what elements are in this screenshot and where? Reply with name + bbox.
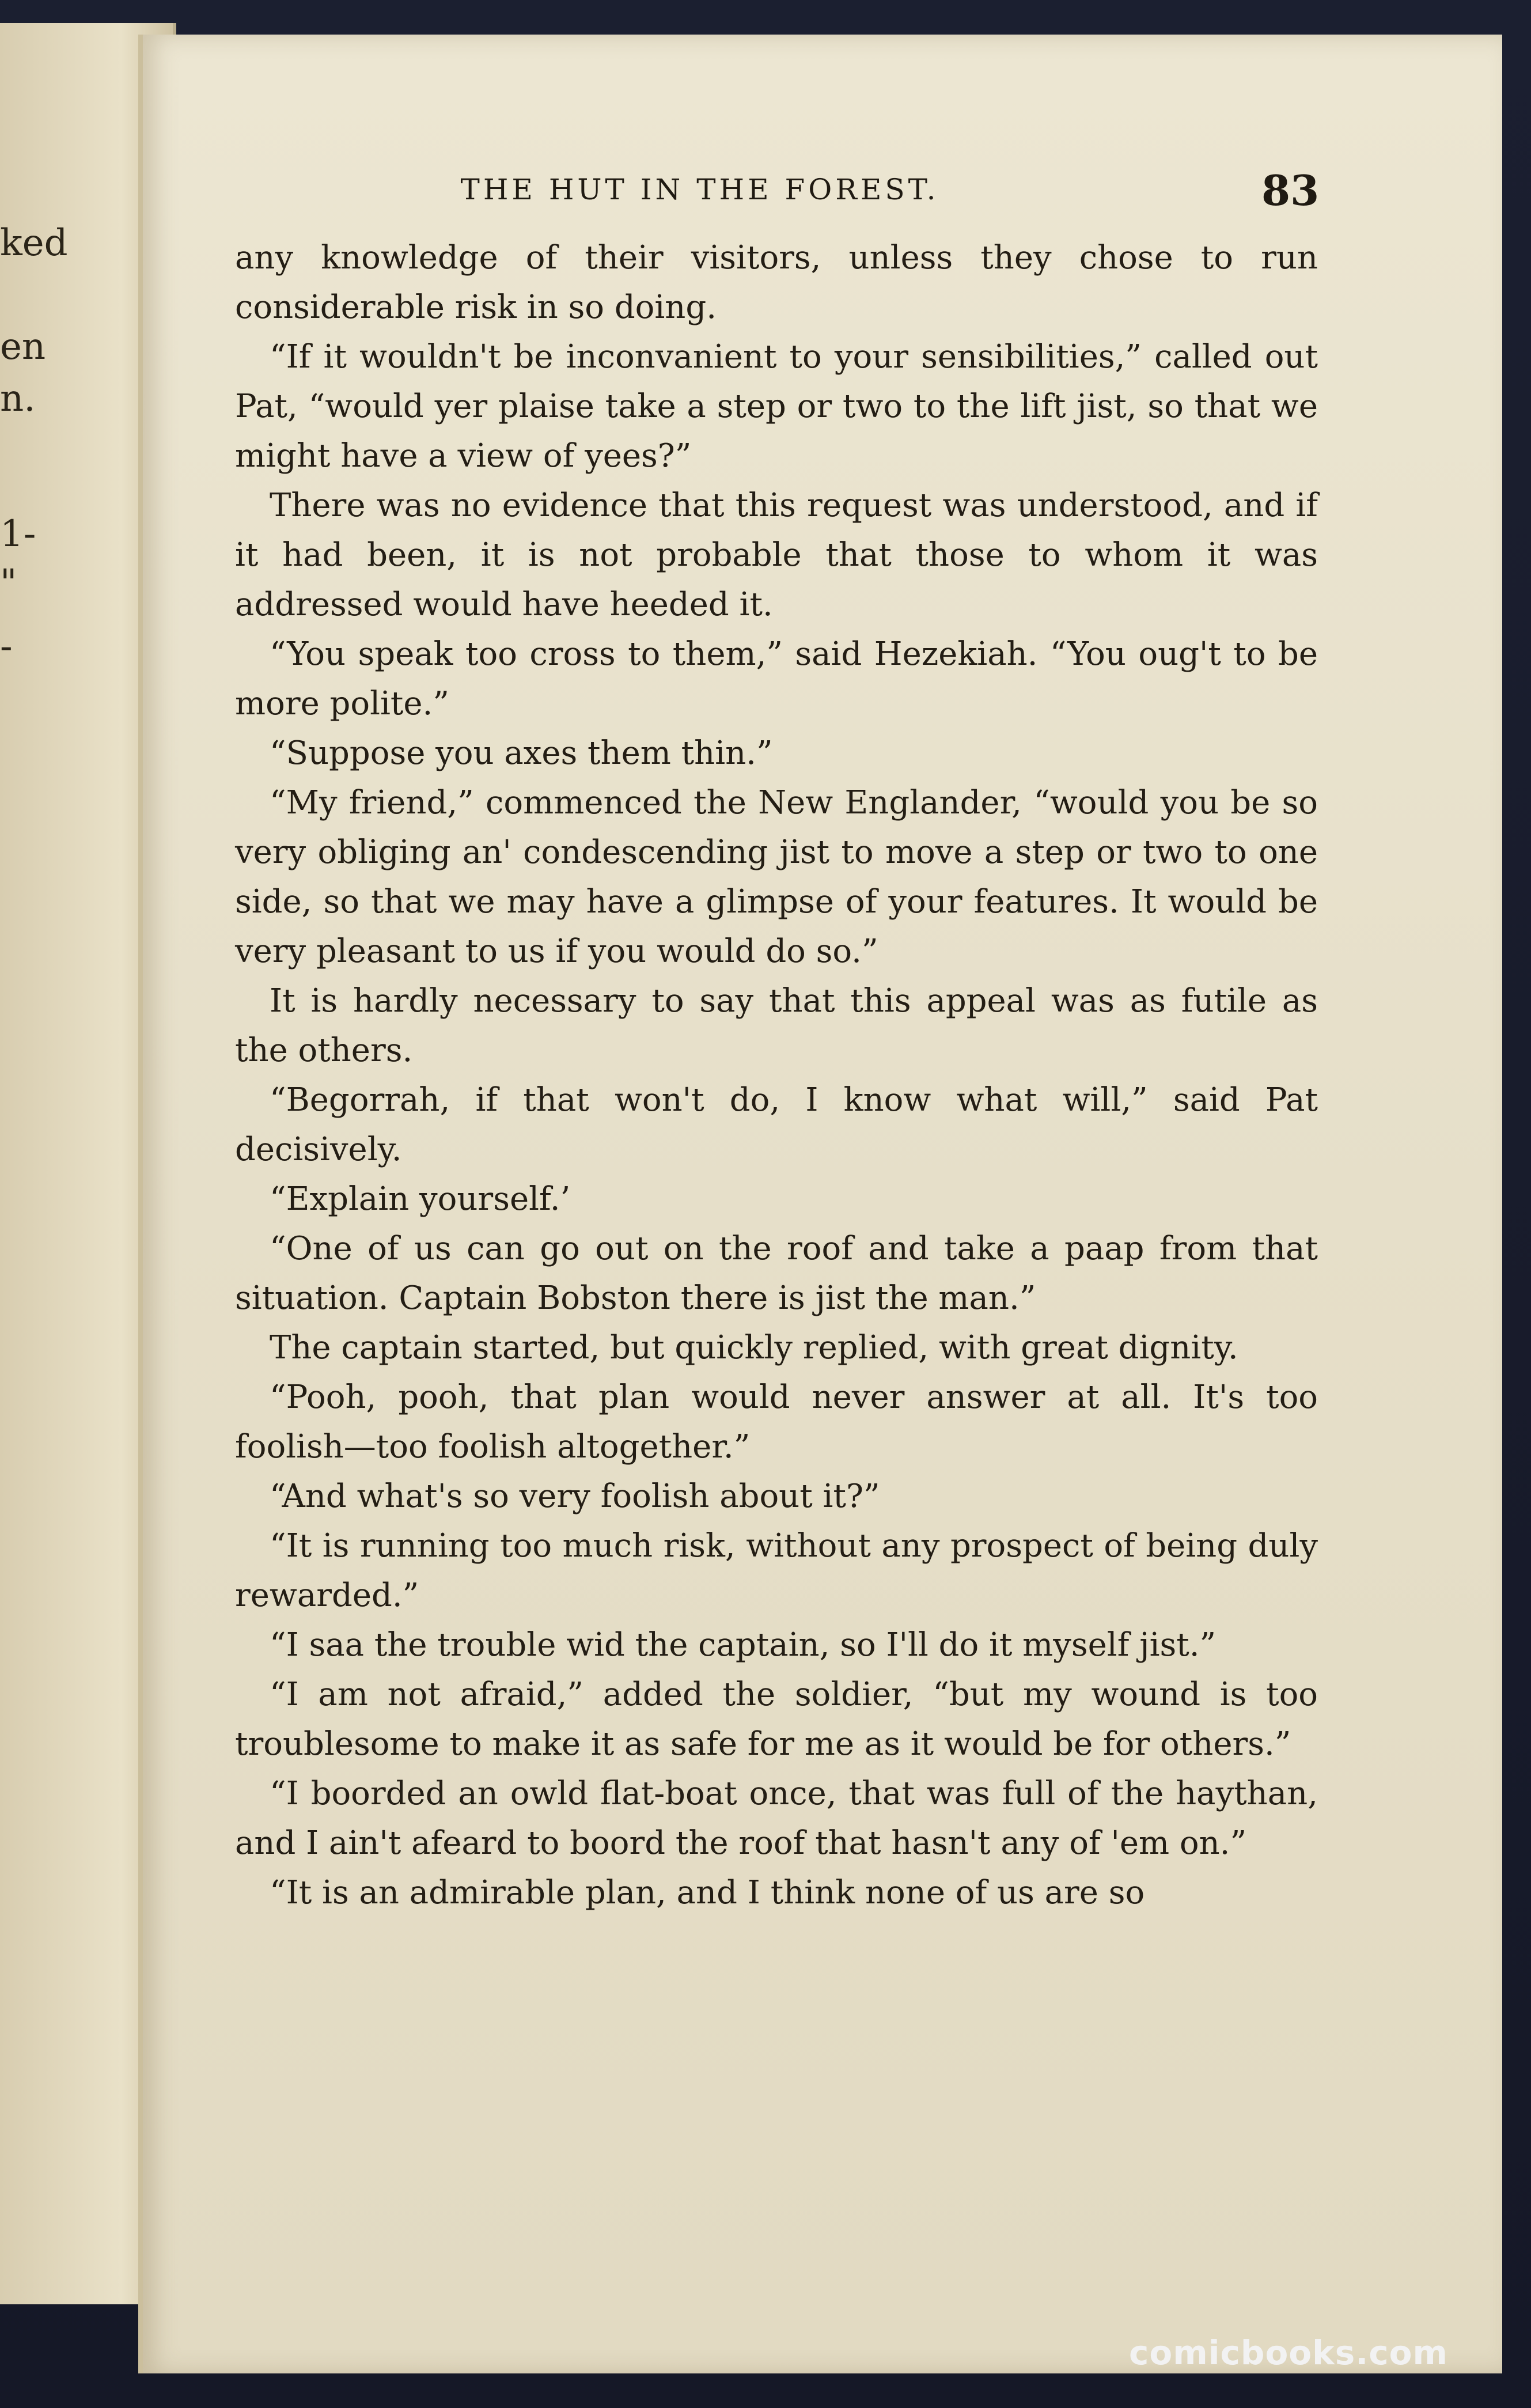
site-watermark: comicbooks.com (1129, 2333, 1448, 2372)
paragraph: “Pooh, pooh, that plan would never answer at all. It's too foolish—too foolish altogether.” (235, 1379, 1318, 1466)
paragraph: “Suppose you axes them thin.” (270, 734, 773, 772)
paragraph: “My friend,” commenced the New Englander, “would you be so very obliging an' condescending jist to move a step or two to one side, so that we may have a glimpse of your features. It would be very pleasant to us if you would do so.” (235, 784, 1318, 970)
paragraph: “I am not afraid,” added the soldier, “but my wound is too troublesome to make it as safe for me as it would be for others.” (235, 1676, 1318, 1763)
paragraph: “It is running too much risk, without any prospect of being duly rewarded.” (235, 1527, 1318, 1614)
paragraph: “Explain yourself.’ (270, 1180, 571, 1218)
paragraph: “I boorded an owld flat-boat once, that was full of the haythan, and I ain't afeard to boord the roof that hasn't any of 'em on.” (235, 1775, 1318, 1862)
facing-page-fragment: " (0, 562, 17, 604)
paragraph: “One of us can go out on the roof and take a paap from that situation. Captain Bobston there is jist the man.” (235, 1230, 1318, 1317)
paragraph: “Begorrah, if that won't do, I know what will,” said Pat decisively. (235, 1081, 1318, 1168)
facing-page-fragment: n. (0, 377, 36, 420)
paragraph: “You speak too cross to them,” said Hezekiah. “You oug't to be more polite.” (235, 635, 1318, 722)
facing-page-fragment: - (0, 625, 13, 668)
page-number: 83 (1261, 166, 1320, 215)
paragraph: There was no evidence that this request was understood, and if it had been, it is not probable that those to whom it was addressed would have heeded it. (235, 487, 1318, 623)
paragraph: “And what's so very foolish about it?” (270, 1478, 880, 1515)
facing-page-fragment: 1- (0, 513, 36, 555)
paragraph: The captain started, but quickly replied, with great dignity. (270, 1329, 1238, 1366)
paragraph: “It is an admirable plan, and I think none of us are so (270, 1874, 1145, 1911)
paragraph: any knowledge of their visitors, unless they chose to run considerable risk in so doing. (235, 239, 1318, 326)
facing-page-fragment: ked (0, 222, 68, 264)
facing-page-fragment: en (0, 325, 46, 368)
body-text (235, 233, 1318, 1918)
running-head: THE HUT IN THE FOREST. (460, 173, 939, 206)
paragraph: It is hardly necessary to say that this appeal was as futile as the others. (235, 982, 1318, 1069)
paragraph: “I saa the trouble wid the captain, so I'll do it myself jist.” (270, 1626, 1217, 1664)
paragraph: “If it wouldn't be inconvanient to your sensibilities,” called out Pat, “would yer plaise take a step or two to the lift jist, so that we might have a view of yees?” (235, 338, 1318, 475)
